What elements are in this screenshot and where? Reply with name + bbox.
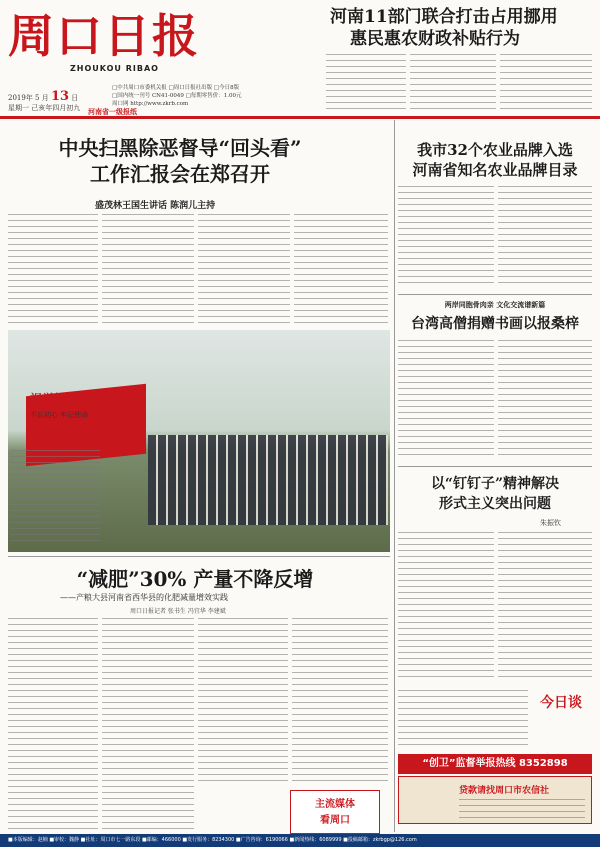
top-right-headline-line1: 河南11部门联合打击占用挪用	[330, 7, 558, 27]
top-right-text-col1	[326, 54, 406, 110]
photo-caption-text	[10, 450, 100, 544]
loan-ad-text	[459, 799, 585, 821]
right-story2-text-col1	[398, 340, 494, 456]
feature-divider	[8, 556, 390, 557]
right-story3-text-col1	[398, 532, 494, 682]
hotline-banner[interactable]: “创卫”监督举报热线 8352898	[398, 754, 592, 774]
right-story2-text-col2	[498, 340, 592, 456]
lead-text-col3	[198, 214, 290, 324]
lead-headline-line2: 工作汇报会在郑召开	[90, 162, 270, 186]
right-story3-headline[interactable]	[398, 474, 592, 514]
lead-headline[interactable]	[30, 135, 330, 187]
media-ad[interactable]	[290, 790, 380, 834]
right-story2-headline[interactable]: 台湾高僧捐赠书画以报桑梓	[411, 316, 579, 332]
right-story1-line1: 我市32个农业品牌入选	[417, 141, 573, 159]
date-prefix: 2019年 5 月	[8, 94, 49, 102]
top-right-headline[interactable]	[330, 6, 592, 50]
feature-byline: 周口日报记者 张书生 冯宜华 李建斌	[130, 608, 226, 615]
right-story3-line1: 以“钉钉子”精神解决	[430, 476, 560, 492]
right-kicker: 两岸同胞骨肉亲 文化交流谱新篇	[444, 300, 546, 309]
feature-subhead: ——产粮大县河南省西华县的化肥减量增效实践	[60, 593, 228, 602]
lead-text-col2	[102, 214, 194, 324]
right-story1-text-col1	[398, 186, 494, 288]
masthead-info	[112, 84, 322, 108]
top-right-text-col3	[500, 54, 592, 110]
right-story3-text-col2	[498, 532, 592, 682]
loan-ad-title: 贷款请找周口市农信社	[459, 786, 550, 796]
info-line: □中共周口市委机关报 □周口日报社出版 □今日8版	[112, 85, 240, 91]
today-column-text	[398, 690, 528, 748]
lead-subhead: 盛茂林王国生讲话 陈润儿主持	[95, 201, 216, 211]
photo-people	[148, 435, 388, 525]
column-divider	[394, 120, 395, 832]
right-divider-1	[398, 294, 592, 295]
weekday-line: 星期一 己亥年四月初九	[8, 104, 81, 112]
lead-text-col4	[294, 214, 388, 324]
feature-text-col2	[102, 618, 194, 830]
info-line: 周口网 http://www.zkrb.com	[112, 101, 189, 107]
date-day: 13	[50, 89, 70, 104]
right-story3-author: 朱振钦	[540, 519, 561, 527]
masthead-divider	[0, 116, 600, 119]
feature-text-col1	[8, 618, 98, 830]
lead-headline-line1: 中央扫黑除恶督导“回头看”	[58, 136, 302, 160]
right-story1-text-col2	[498, 186, 592, 288]
masthead-title: 周口日报	[8, 9, 200, 63]
date-suffix: 日	[71, 94, 79, 102]
masthead-pinyin: ZHOUKOU RIBAO	[70, 64, 159, 73]
media-ad-line1: 主流媒体	[315, 799, 355, 810]
right-story1-line2: 河南省知名农业品牌目录	[412, 161, 578, 179]
feature-headline[interactable]: “减肥”30% 产量不降反增	[76, 567, 314, 591]
info-line: □国内统一刊号 CN41-0049 □每期零售价：1.00元	[112, 93, 242, 99]
footer-bar: ■本版编辑：赵楠 ■审校：魏静 ■社址：周口市七一路东段 ■邮编：466000 ■发行服务：8234300 ■广告咨询：6190066 ■新闻热线：6089999 ■投稿邮箱：zkrbgp@126.com	[0, 834, 600, 847]
photo-news-label: 视觉新闻	[30, 392, 79, 406]
right-story1-headline[interactable]	[398, 140, 592, 180]
today-column-logo: 今日谈	[540, 695, 582, 711]
right-story3-line2: 形式主义突出问题	[439, 496, 551, 512]
top-right-text-col2	[410, 54, 496, 110]
media-ad-line2: 看周口	[320, 815, 350, 826]
top-right-headline-line2: 惠民惠农财政补贴行为	[350, 29, 520, 49]
right-divider-2	[398, 466, 592, 467]
loan-ad[interactable]	[398, 776, 592, 824]
feature-text-col3	[198, 618, 288, 786]
province-label: 河南省一级报纸	[88, 107, 137, 116]
photo-news-caption: 不忘初心 牢记使命	[30, 411, 89, 419]
feature-text-col4	[292, 618, 388, 786]
lead-text-col1	[8, 214, 98, 324]
